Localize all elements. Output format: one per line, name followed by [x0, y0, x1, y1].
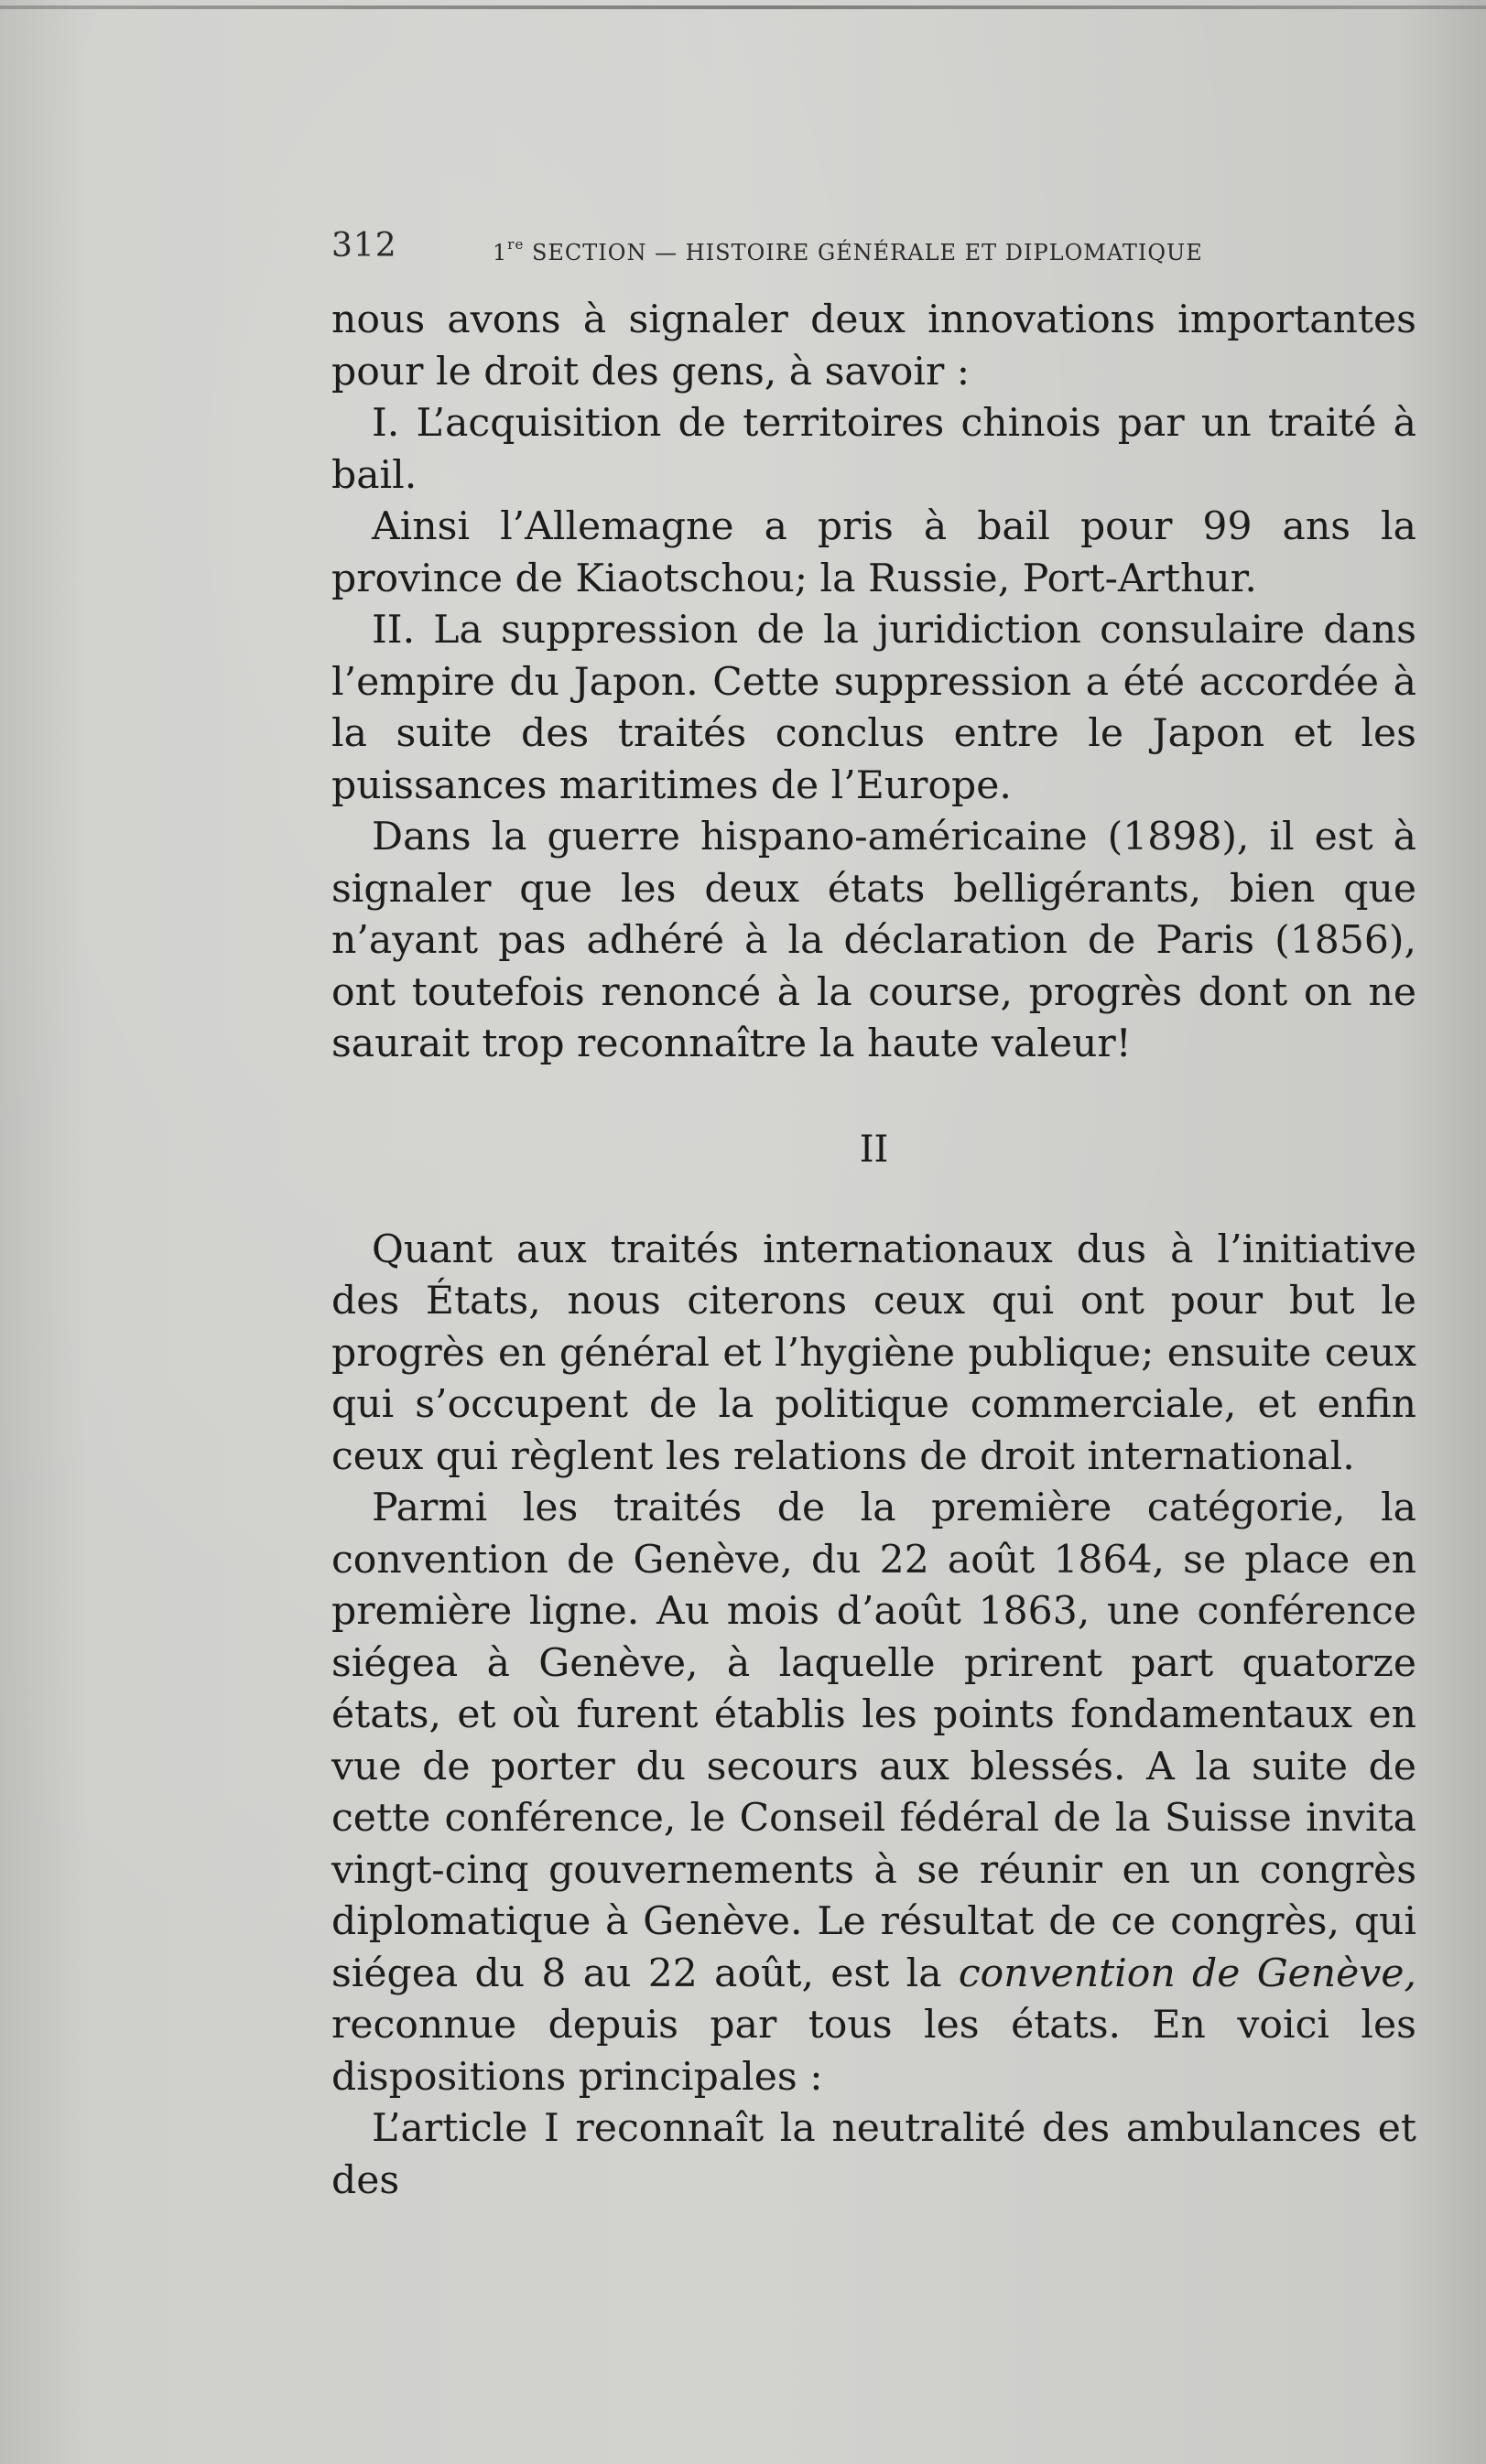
paragraph-germany-lease: Ainsi l’Allemagne a pris à bail pour 99 ans la province de Kiaotschou; la Russie, Port-Arthur.	[331, 504, 1416, 601]
geneva-convention-title: convention de Genève,	[958, 1951, 1416, 1996]
page-header	[331, 227, 1247, 267]
running-head	[493, 236, 1203, 265]
geneva-text-end: reconnue depuis par tous les états. En voici les dispositions principales :	[331, 2003, 1416, 2100]
body-text	[331, 295, 1416, 2207]
page-number: 312	[331, 227, 397, 265]
page-top-edge	[0, 5, 1486, 9]
paragraph-item-one: I. L’acquisition de territoires chinois par un traité à bail.	[331, 401, 1416, 498]
section-ordinal: re	[507, 236, 525, 253]
paragraph-article-one: L’article I reconnaît la neutralité des ambulances et des	[331, 2106, 1416, 2203]
geneva-text-start: Parmi les traités de la première catégorie, la convention de Genève, du 22 août 1864, se place en première ligne. Au mois d’août 1863, une conférence siégea à Genève, à laquelle prirent part quatorze états, et où furent établis les points fondamentaux en vue de porter du secours aux blessés. A la suite de cette conférence, le Conseil fédéral de la Suisse invita vingt-cinq gouvernements à se réunir en un congrès diplomatique à Genève. Le résultat de ce congrès, qui siégea du 8 au 22 août, est la	[331, 1486, 1416, 1996]
paragraph-item-two: II. La suppression de la juridiction consulaire dans l’empire du Japon. Cette suppression a été accordée à la suite des traités conclus entre le Japon et les puissances maritimes de l’Europe.	[331, 608, 1416, 808]
running-title: SECTION — HISTOIRE GÉNÉRALE ET DIPLOMATIQUE	[524, 240, 1203, 265]
paragraph-geneva-convention	[331, 1483, 1416, 2103]
section-number: 1	[493, 240, 508, 265]
section-heading: II	[859, 1128, 889, 1171]
paragraph-international-treaties: Quant aux traités internationaux dus à l’initiative des États, nous citerons ceux qui ont pour but le progrès en général et l’hygiène publique; ensuite ceux qui s’occupent de la politique commerciale, et enfin ceux qui règlent les relations de droit international.	[331, 1227, 1416, 1479]
paragraph-spanish-american-war: Dans la guerre hispano-américaine (1898), il est à signaler que les deux états belligérants, bien que n’ayant pas adhéré à la déclaration de Paris (1856), ont toutefois renoncé à la course, progrès dont on ne saurait trop reconnaître la haute valeur!	[331, 815, 1416, 1066]
paragraph-continuation: nous avons à signaler deux innovations importantes pour le droit des gens, à savoir :	[331, 297, 1416, 394]
